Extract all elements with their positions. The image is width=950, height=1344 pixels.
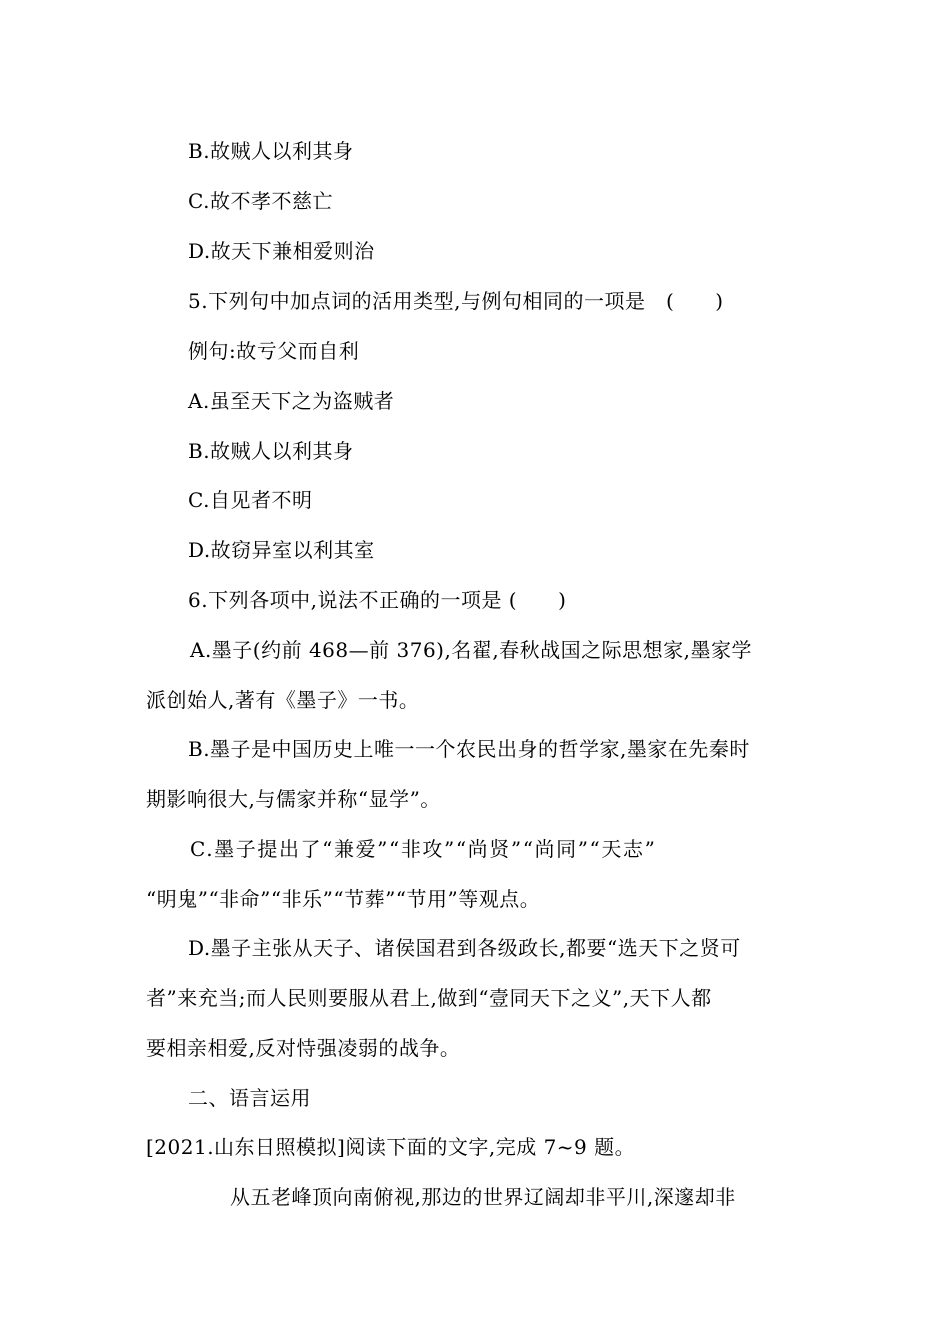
option-a-q6-line2: 派创始人,著有《墨子》一书。 bbox=[146, 688, 420, 712]
section-heading: 二、语言运用 bbox=[188, 1086, 311, 1110]
option-d-q4: D.故天下兼相爱则治 bbox=[188, 239, 375, 263]
option-d-q6-line2: 者”来充当;而人民则要服从君上,做到“壹同天下之义”,天下人都 bbox=[146, 986, 712, 1010]
option-d-q6-line3: 要相亲相爱,反对恃强凌弱的战争。 bbox=[146, 1036, 461, 1060]
option-a-q6-line1: A.墨子(约前 468—前 376),名翟,春秋战国之际思想家,墨家学 bbox=[190, 638, 753, 662]
option-a-q5: A.虽至天下之为盗贼者 bbox=[188, 389, 395, 413]
option-b-q6-line1: B.墨子是中国历史上唯一一个农民出身的哲学家,墨家在先秦时 bbox=[188, 737, 750, 761]
option-c-q5: C.自见者不明 bbox=[188, 488, 313, 512]
question-6: 6.下列各项中,说法不正确的一项是 ( ) bbox=[188, 588, 567, 612]
option-d-q6-line1: D.墨子主张从天子、诸侯国君到各级政长,都要“选天下之贤可 bbox=[188, 936, 741, 960]
option-c-q4: C.故不孝不慈亡 bbox=[188, 189, 333, 213]
passage-first-line: 从五老峰顶向南俯视,那边的世界辽阔却非平川,深邃却非 bbox=[230, 1185, 736, 1209]
option-c-q6-line2: “明鬼”“非命”“非乐”“节葬”“节用”等观点。 bbox=[146, 887, 541, 911]
option-d-q5: D.故窃异室以利其室 bbox=[188, 538, 375, 562]
option-b-q4: B.故贼人以利其身 bbox=[188, 139, 354, 163]
reading-instruction: [2021.山东日照模拟]阅读下面的文字,完成 7~9 题。 bbox=[146, 1135, 636, 1159]
option-b-q6-line2: 期影响很大,与儒家并称“显学”。 bbox=[146, 787, 441, 811]
question-5: 5.下列句中加点词的活用类型,与例句相同的一项是 ( ) bbox=[188, 289, 724, 313]
example-sentence: 例句:故亏父而自利 bbox=[188, 339, 360, 363]
option-c-q6-line1: C.墨子提出了“兼爱”“非攻”“尚贤”“尚同”“天志” bbox=[190, 837, 657, 861]
option-b-q5: B.故贼人以利其身 bbox=[188, 439, 354, 463]
